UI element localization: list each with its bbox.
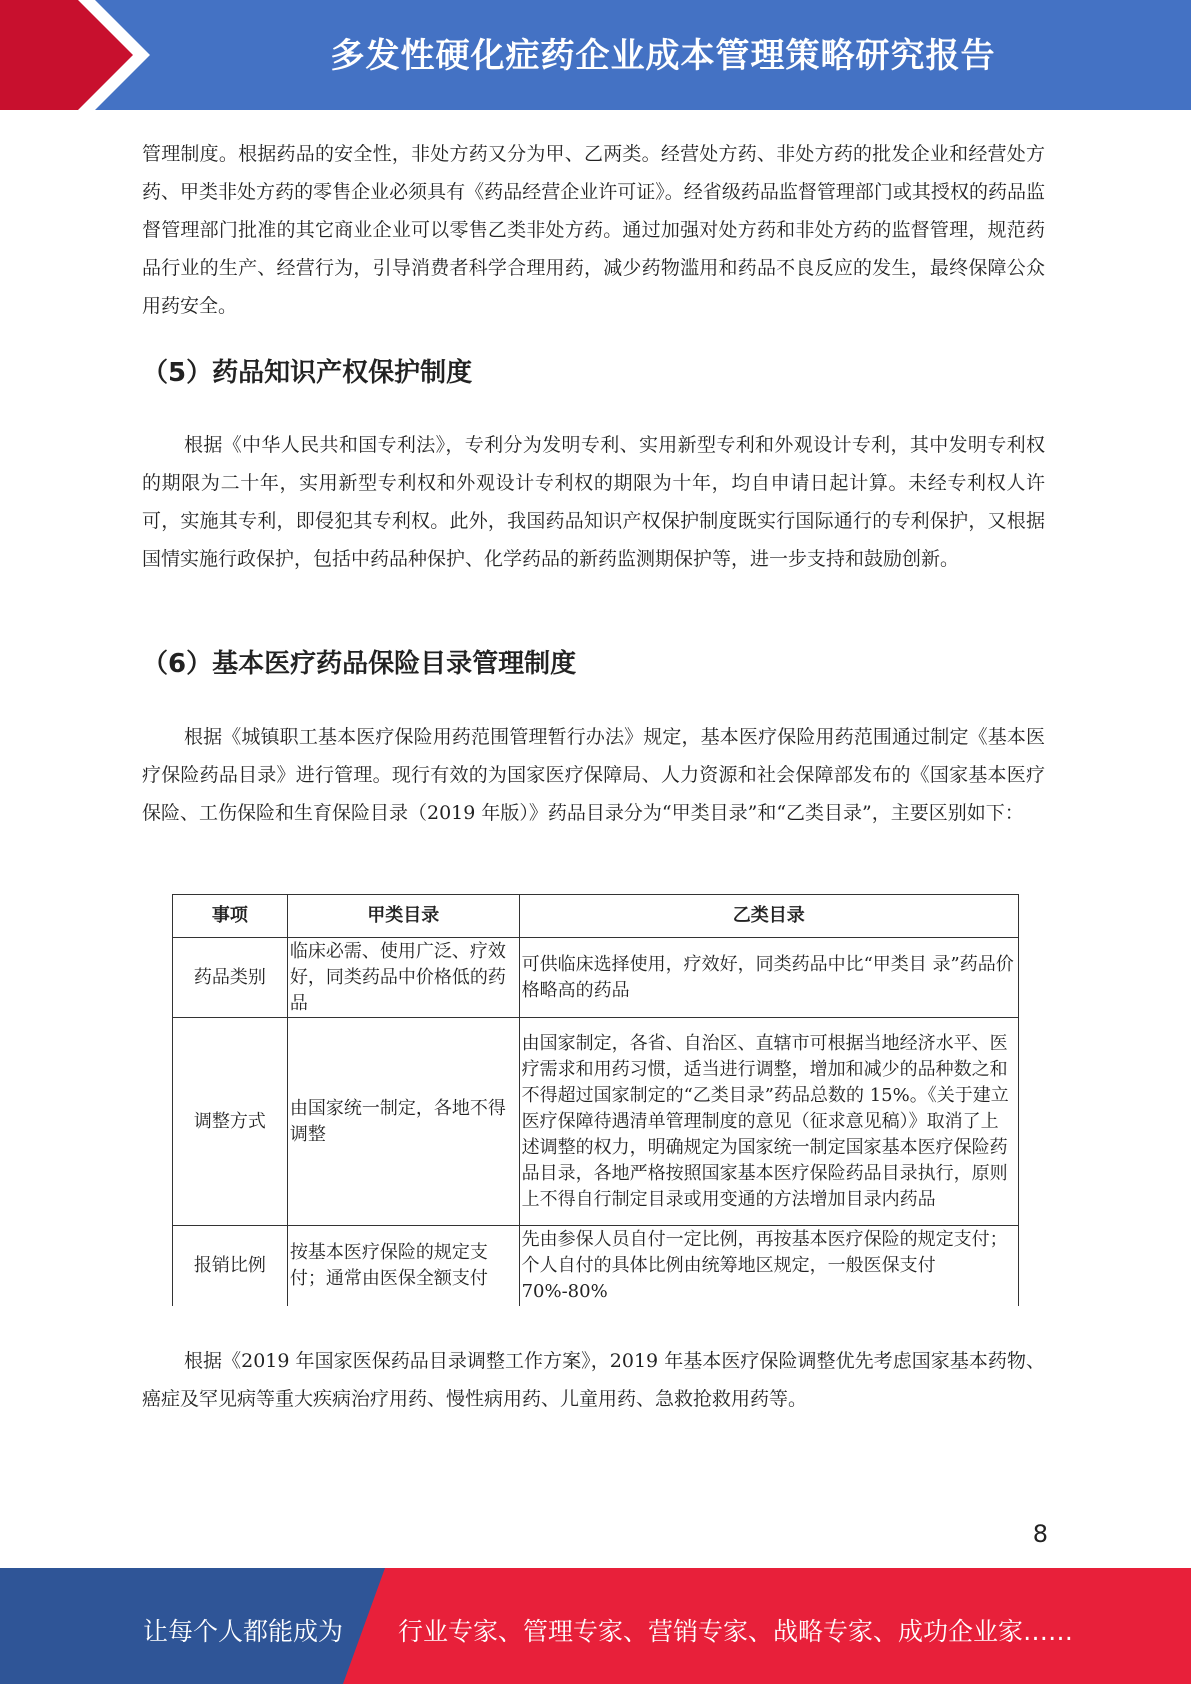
report-title: 多发性硬化症药企业成本管理策略研究报告 (330, 36, 996, 76)
row-item: 报销比例 (173, 1226, 288, 1306)
section5 (142, 352, 1045, 389)
page-number: 8 (1032, 1520, 1048, 1548)
table-row (173, 1226, 1019, 1306)
section6 (142, 643, 1045, 680)
section5-paragraph: 根据《中华人民共和国专利法》，专利分为发明专利、实用新型专利和外观设计专利，其中发明专利权的期限为二十年，实用新型专利权和外观设计专利权的期限为十年，均自申请日起计算。未经专利权人许可，实施其专利，即侵犯其专利权。此外，我国药品知识产权保护制度既实行国际通行的专利保护，又根据国情实施行政保护，包括中药品种保护、化学药品的新药监测期保护等，进一步支持和鼓励创新。 (142, 434, 1045, 570)
section5-body (142, 426, 1045, 578)
row-class-a: 临床必需、使用广泛、疗效好，同类药品中价格低的药品 (287, 938, 519, 1018)
row-class-b: 由国家制定，各省、自治区、直辖市可根据当地经济水平、医疗需求和用药习惯，适当进行调整，增加和减少的品种数之和不得超过国家制定的“乙类目录”药品总数的 15%。《关于建立医疗保障待遇清单管理制度的意见（征求意见稿）》取消了上述调整的权力，明确规定为国家统一制定国家基本医疗保险药品目录，各地严格按照国家基本医疗保险药品目录执行，原则上不得自行制定目录或用变通的方法增加目录内药品 (519, 1018, 1018, 1226)
row-class-a: 按基本医疗保险的规定支付；通常由医保全额支付 (287, 1226, 519, 1306)
footer-slogan-left: 让每个人都能成为 (143, 1617, 344, 1646)
table-row (173, 1018, 1019, 1226)
section5-heading: （5）药品知识产权保护制度 (142, 358, 473, 388)
section6-heading: （6）基本医疗药品保险目录管理制度 (142, 649, 577, 679)
catalog-comparison-table (172, 894, 1019, 1306)
table-row (173, 938, 1019, 1018)
section6-paragraph: 根据《城镇职工基本医疗保险用药范围管理暂行办法》规定，基本医疗保险用药范围通过制定《基本医疗保险药品目录》进行管理。现行有效的为国家医疗保障局、人力资源和社会保障部发布的《国家基本医疗保险、工伤保险和生育保险目录（2019 年版）》药品目录分为“甲类目录”和“乙类目录”，主要区别如下： (142, 726, 1045, 824)
header-class-b: 乙类目录 (519, 895, 1018, 938)
row-item: 调整方式 (173, 1018, 288, 1226)
table-header-row (173, 895, 1019, 938)
header-class-a: 甲类目录 (287, 895, 519, 938)
row-class-b: 可供临床选择使用，疗效好，同类药品中比“甲类目 录”药品价格略高的药品 (519, 938, 1018, 1018)
section6-paragraph-2: 根据《2019 年国家医保药品目录调整工作方案》，2019 年基本医疗保险调整优先考虑国家基本药物、癌症及罕见病等重大疾病治疗用药、慢性病用药、儿童用药、急救抢救用药等。 (142, 1350, 1045, 1410)
section6-after-table (142, 1342, 1045, 1418)
section6-body (142, 718, 1045, 832)
page-footer (0, 1568, 1191, 1684)
footer-slogan-right: 行业专家、管理专家、营销专家、战略专家、成功企业家…… (398, 1617, 1074, 1646)
row-class-b: 先由参保人员自付一定比例，再按基本医疗保险的规定支付；个人自付的具体比例由统筹地区规定，一般医保支付 70%-80% (519, 1226, 1018, 1306)
section4-tail (142, 135, 1045, 325)
row-class-a: 由国家统一制定，各地不得调整 (287, 1018, 519, 1226)
row-item: 药品类别 (173, 938, 288, 1018)
section4-paragraph: 管理制度。根据药品的安全性，非处方药又分为甲、乙两类。经营处方药、非处方药的批发企业和经营处方药、甲类非处方药的零售企业必须具有《药品经营企业许可证》。经省级药品监督管理部门或其授权的药品监督管理部门批准的其它商业企业可以零售乙类非处方药。通过加强对处方药和非处方药的监督管理，规范药品行业的生产、经营行为，引导消费者科学合理用药，减少药物滥用和药品不良反应的发生，最终保障公众用药安全。 (142, 143, 1045, 317)
header-item: 事项 (173, 895, 288, 938)
page-header (0, 0, 1191, 110)
